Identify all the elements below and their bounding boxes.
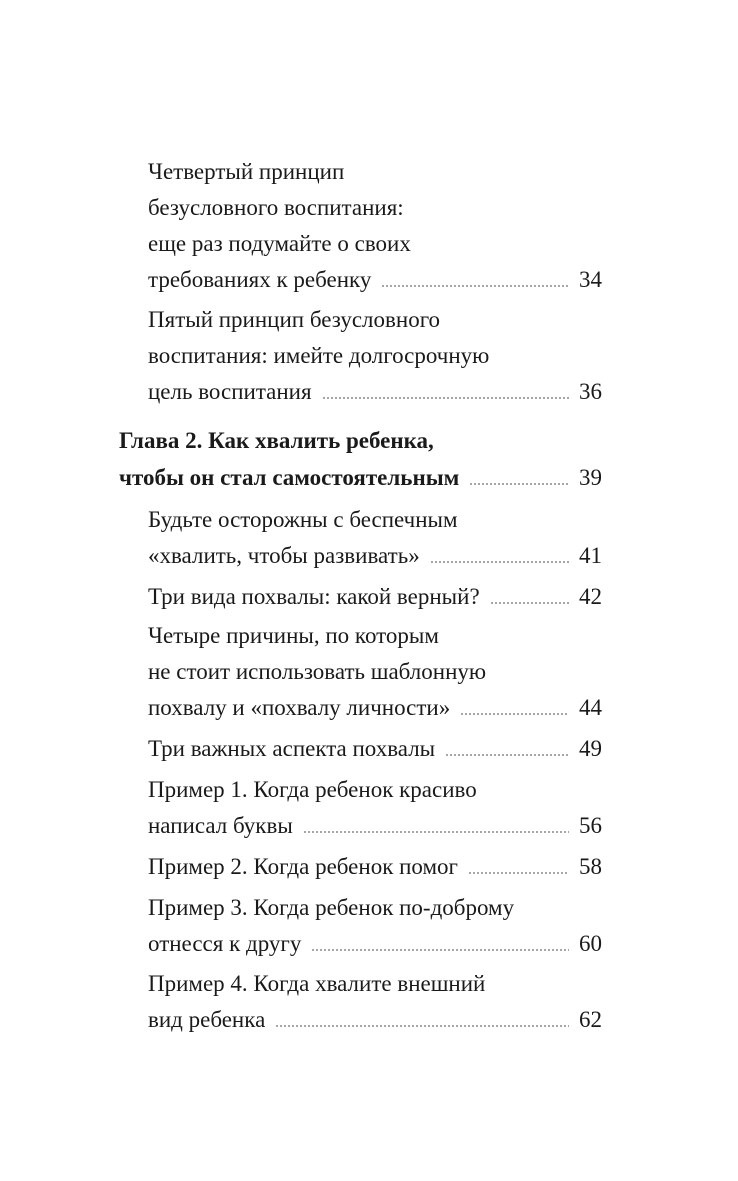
dot-leader [490,602,569,604]
page-number: 42 [579,584,602,609]
page-number: 58 [579,854,602,879]
toc-entry-text: Пример 1. Когда ребенок красиво [148,777,477,802]
page-number: 62 [579,1007,602,1032]
toc-entry-text [148,614,439,650]
toc-entry-text: отнесся к другу [148,931,302,956]
toc-entry-last-line [148,998,602,1034]
toc-entry-text [148,186,404,222]
page-number: 39 [579,465,602,490]
chapter-title: чтобы он стал самостоятельным [119,465,460,490]
toc-entry-last-line [148,845,602,881]
toc-entry-last-line [148,804,602,840]
page-number: 44 [579,695,602,720]
toc-entry-text: воспитания: имейте долгосрочную [148,343,490,368]
toc-entry-text: Пример 4. Когда хвалите внешний [148,971,486,996]
toc-entry-last-line [148,575,602,611]
toc-entry-last-line [148,922,602,958]
dot-leader [322,397,569,399]
toc-entry-text: Будьте осторожны с беспечным [148,507,458,532]
toc-entry-last-line [148,727,602,763]
page-number: 34 [579,267,602,292]
toc-entry-text: Пример 2. Когда ребенок помог [148,854,458,879]
dot-leader [311,949,569,951]
toc-entry-text [148,498,458,534]
toc-entry-text: Три важных аспекта похвалы [148,736,436,761]
toc-entry-text [148,768,477,804]
toc-entry-last-line [148,686,602,722]
toc-entry-text: Четвертый принцип [148,159,345,184]
toc-entry-text: не стоит использовать шаблонную [148,659,487,684]
toc-entry-text: «хвалить, чтобы развивать» [148,543,420,568]
page-number: 49 [579,736,602,761]
toc-entry-text [148,222,411,258]
toc-entry-text: цель воспитания [148,379,312,404]
dot-leader [275,1025,569,1027]
toc-entry-last-line [148,258,602,294]
page-number: 41 [579,543,602,568]
dot-leader [468,872,569,874]
toc-entry-text: требованиях к ребенку [148,267,372,292]
dot-leader [430,561,569,563]
dot-leader [460,713,569,715]
toc-entry-last-line [148,534,602,570]
toc-entry-text [148,298,440,334]
chapter-title: Глава 2. Как хвалить ребенка, [119,428,434,453]
page-number: 56 [579,813,602,838]
toc-entry-text: Три вида похвалы: какой верный? [148,584,480,609]
toc-entry-text [148,150,344,186]
page-number: 60 [579,931,602,956]
toc-entry-text: Пример 3. Когда ребенок по-доброму [148,895,515,920]
chapter-heading [119,419,434,455]
chapter-heading-last-line [119,456,602,492]
toc-entry-text [148,886,514,922]
dot-leader [445,754,569,756]
toc-entry-text [148,334,489,370]
toc-entry-text: Пятый принцип безусловного [148,307,441,332]
toc-entry-text: безусловного воспитания: [148,195,404,220]
toc-entry-text: написал буквы [148,813,293,838]
toc-entry-text: вид ребенка [148,1007,266,1032]
dot-leader [303,831,569,833]
dot-leader [381,285,569,287]
dot-leader [469,483,569,485]
toc-entry-text [148,962,485,998]
toc-entry-text: Четыре причины, по которым [148,623,439,648]
page-number: 36 [579,379,602,404]
toc-entry-text [148,650,486,686]
toc-entry-last-line [148,370,602,406]
toc-entry-text: еще раз подумайте о своих [148,231,411,256]
toc-entry-text: похвалу и «похвалу личности» [148,695,451,720]
